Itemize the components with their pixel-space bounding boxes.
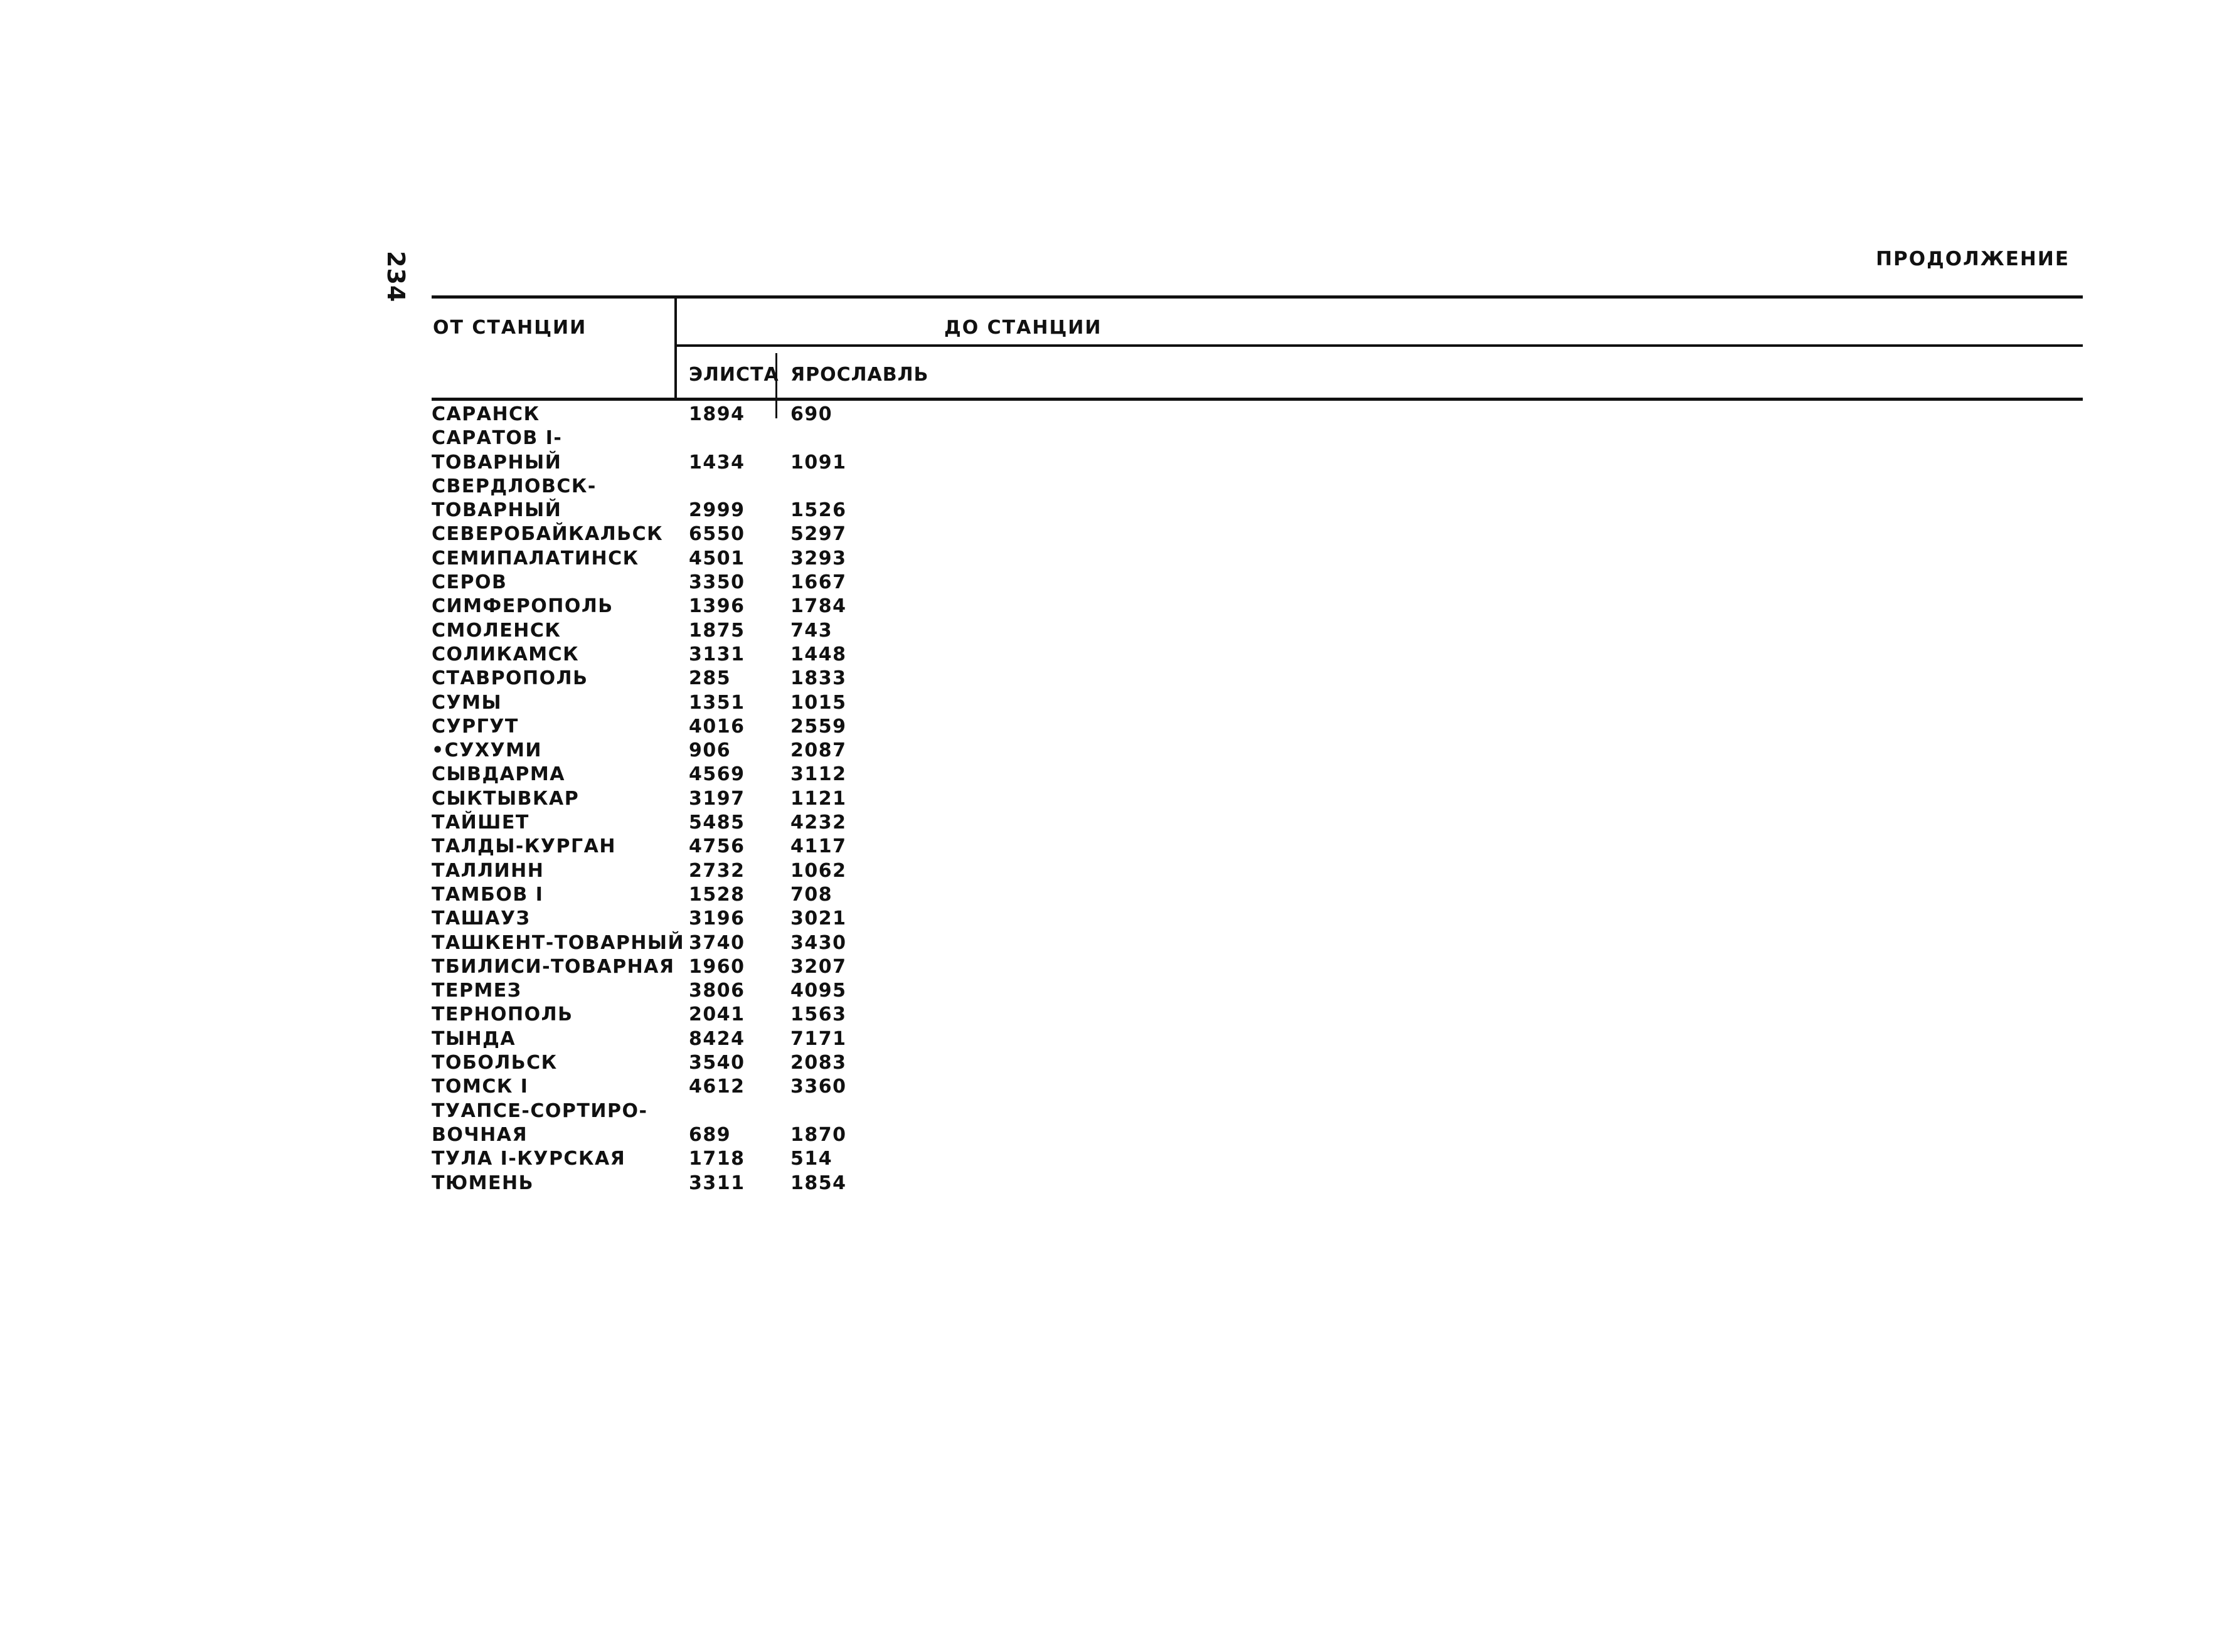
distance-elista-cell: 4016 [689,715,745,738]
distance-yaroslavl-cell: 690 [790,403,833,425]
distance-elista-cell: 3131 [689,643,745,665]
table-row [432,499,996,523]
from-column-divider [674,297,677,401]
table-row [432,620,996,643]
distance-elista-cell: 1960 [689,955,745,978]
table-row [432,1003,996,1027]
station-name-cell: СМОЛЕНСК [432,619,561,642]
distance-elista-cell: 2041 [689,1003,745,1026]
table-row [432,956,996,980]
station-name-cell: ТОБОЛЬСК [432,1052,558,1074]
header-divider-rule [676,344,2083,347]
distance-yaroslavl-cell: 1448 [790,643,847,665]
distance-yaroslavl-cell: 3293 [790,547,847,569]
to-station-header: ДО СТАНЦИИ [944,317,1102,339]
station-name-cell: ТАЛЛИНН [432,859,545,882]
station-name-cell: САРАТОВ I- [432,427,563,450]
distance-yaroslavl-cell: 1854 [790,1172,847,1194]
distance-elista-cell: 3197 [689,787,745,810]
distance-yaroslavl-cell: 1784 [790,595,847,618]
station-name-cell: ТБИЛИСИ-ТОВАРНАЯ [432,955,675,978]
distance-yaroslavl-cell: 1121 [790,787,847,810]
distance-yaroslavl-cell: 3112 [790,763,847,786]
table-row [432,571,996,595]
header-bottom-rule [432,398,2083,401]
distance-elista-cell: 5485 [689,812,745,834]
table-row [432,908,996,931]
distance-yaroslavl-cell: 2559 [790,715,847,738]
table-top-rule [432,295,2083,299]
table-row [432,475,996,499]
distance-elista-cell: 906 [689,739,731,762]
station-name-cell: ТЮМЕНЬ [432,1172,534,1194]
distance-elista-cell: 1528 [689,883,745,906]
station-name-cell: ТАШАУЗ [432,908,531,930]
distance-yaroslavl-cell: 3430 [790,931,847,954]
column-header-elista: ЭЛИСТА [689,364,779,386]
continuation-label: ПРОДОЛЖЕНИЕ [1876,248,2070,270]
table-row [432,716,996,739]
station-name-cell: СОЛИКАМСК [432,643,580,665]
distance-elista-cell: 4756 [689,835,745,858]
table-row [432,812,996,835]
table-row [432,452,996,475]
station-name-cell: ТАШКЕНТ-ТОВАРНЫЙ [432,931,685,954]
table-row [432,427,996,451]
column-header-yaroslavl: ЯРОСЛАВЛЬ [790,364,929,386]
distance-elista-cell: 3540 [689,1052,745,1074]
distance-elista-cell: 3740 [689,931,745,954]
table-row [432,403,996,427]
table-row [432,692,996,716]
station-name-cell: ТУЛА I-КУРСКАЯ [432,1148,626,1170]
distance-yaroslavl-cell: 1563 [790,1003,847,1026]
page-number: 234 [382,251,410,303]
station-name-cell: ТУАПСЕ-СОРТИРО- [432,1099,648,1122]
table-row [432,1172,996,1196]
distance-yaroslavl-cell: 1091 [790,451,847,474]
distance-elista-cell: 1351 [689,691,745,714]
table-row [432,1028,996,1052]
distance-yaroslavl-cell: 743 [790,619,833,642]
distance-elista-cell: 4569 [689,763,745,786]
station-name-cell: •СУХУМИ [432,739,543,762]
station-name-cell: ТЫНДА [432,1027,516,1050]
distance-yaroslavl-cell: 1870 [790,1123,847,1146]
distance-elista-cell: 1396 [689,595,745,618]
distance-elista-cell: 4501 [689,547,745,569]
table-row [432,739,996,763]
distance-yaroslavl-cell: 7171 [790,1027,847,1050]
station-name-cell: СЕРОВ [432,571,508,594]
distance-elista-cell: 1718 [689,1148,745,1170]
table-body [432,403,996,1196]
station-name-cell: ТОВАРНЫЙ [432,451,562,474]
table-row [432,884,996,908]
table-row [432,835,996,859]
distance-elista-cell: 3196 [689,908,745,930]
table-row [432,523,996,547]
table-row [432,643,996,667]
distance-yaroslavl-cell: 2087 [790,739,847,762]
table-row [432,1076,996,1099]
distance-elista-cell: 3311 [689,1172,745,1194]
distance-yaroslavl-cell: 2083 [790,1052,847,1074]
distance-yaroslavl-cell: 514 [790,1148,833,1170]
distance-yaroslavl-cell: 1062 [790,859,847,882]
distance-yaroslavl-cell: 708 [790,883,833,906]
distance-elista-cell: 4612 [689,1076,745,1098]
station-name-cell: ТАМБОВ I [432,883,544,906]
distance-yaroslavl-cell: 1526 [790,499,847,522]
station-name-cell: СТАВРОПОЛЬ [432,667,588,690]
table-row [432,1052,996,1076]
table-row [432,860,996,884]
distance-yaroslavl-cell: 1833 [790,667,847,690]
from-station-header: ОТ СТАНЦИИ [433,317,587,339]
distance-yaroslavl-cell: 3207 [790,955,847,978]
distance-yaroslavl-cell: 4117 [790,835,847,858]
station-name-cell: ТОВАРНЫЙ [432,499,562,522]
table-row [432,980,996,1003]
station-name-cell: ТЕРНОПОЛЬ [432,1003,573,1026]
distance-yaroslavl-cell: 4232 [790,812,847,834]
distance-yaroslavl-cell: 3021 [790,908,847,930]
station-name-cell: СЫВДАРМА [432,763,565,786]
station-name-cell: СВЕРДЛОВСК- [432,475,597,497]
station-name-cell: ТОМСК I [432,1076,529,1098]
distance-yaroslavl-cell: 4095 [790,980,847,1002]
station-name-cell: ТАЙШЕТ [432,812,529,834]
table-row [432,788,996,812]
table-row [432,1100,996,1124]
distance-yaroslavl-cell: 5297 [790,523,847,546]
station-name-cell: СУМЫ [432,691,503,714]
table-row [432,548,996,571]
distance-elista-cell: 3350 [689,571,745,594]
table-row [432,595,996,619]
station-name-cell: СЕМИПАЛАТИНСК [432,547,639,569]
distance-yaroslavl-cell: 1015 [790,691,847,714]
table-row [432,1124,996,1148]
distance-elista-cell: 1894 [689,403,745,425]
station-name-cell: ТАЛДЫ-КУРГАН [432,835,616,858]
distance-yaroslavl-cell: 1667 [790,571,847,594]
station-name-cell: ТЕРМЕЗ [432,980,522,1002]
distance-elista-cell: 6550 [689,523,745,546]
station-name-cell: СУРГУТ [432,715,519,738]
distance-elista-cell: 1434 [689,451,745,474]
distance-elista-cell: 3806 [689,980,745,1002]
station-name-cell: СЕВЕРОБАЙКАЛЬСК [432,523,664,546]
distance-elista-cell: 689 [689,1123,731,1146]
distance-elista-cell: 285 [689,667,731,690]
station-name-cell: ВОЧНАЯ [432,1123,528,1146]
table-row [432,667,996,691]
station-name-cell: СИМФЕРОПОЛЬ [432,595,614,618]
table-row [432,932,996,956]
distance-yaroslavl-cell: 3360 [790,1076,847,1098]
table-row [432,1148,996,1172]
station-name-cell: САРАНСК [432,403,540,425]
station-name-cell: СЫКТЫВКАР [432,787,580,810]
distance-elista-cell: 2999 [689,499,745,522]
table-row [432,763,996,787]
distance-elista-cell: 1875 [689,619,745,642]
distance-elista-cell: 8424 [689,1027,745,1050]
distance-elista-cell: 2732 [689,859,745,882]
